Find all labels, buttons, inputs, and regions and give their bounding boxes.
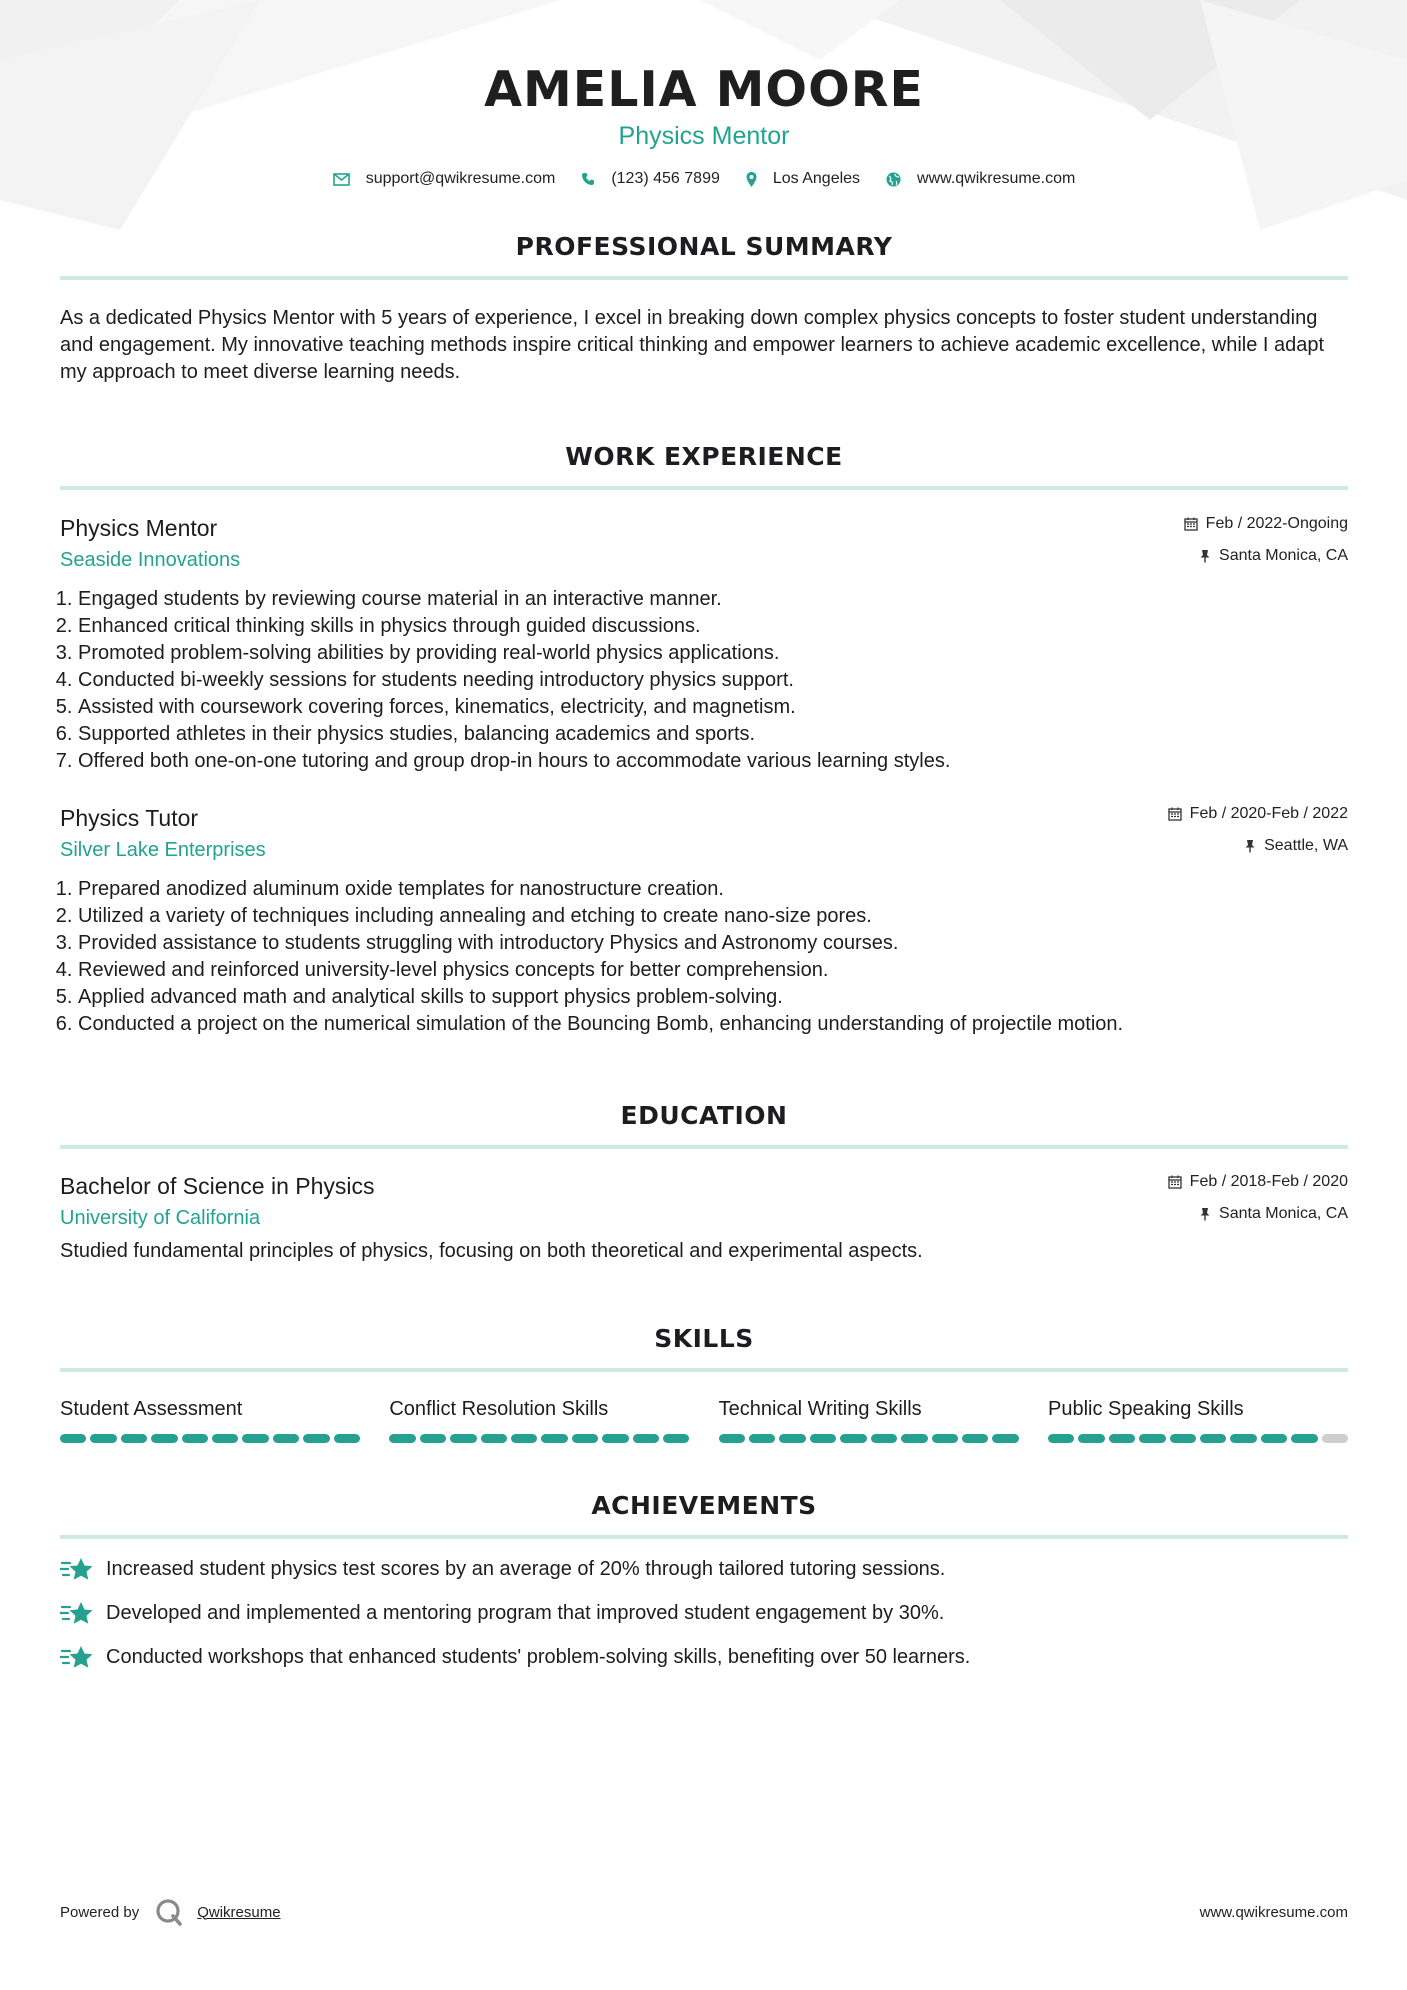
contact-email-text: support@qwikresume.com [365,170,556,187]
summary-heading: PROFESSIONAL SUMMARY [515,232,893,261]
job-duties-list [60,586,1348,775]
list-item: 1. Engaged students by reviewing course material in an interactive manner. [78,586,1348,613]
section-divider [60,486,1348,490]
education-date [1168,1171,1348,1193]
achievement-item [60,1644,1348,1671]
achievement-text: Conducted workshops that enhanced students' problem-solving skills, benefiting over 50 learners. [106,1646,971,1668]
phone-icon [581,172,595,186]
skill-segment-filled [871,1434,897,1443]
calendar-icon [1184,517,1198,531]
summary-section [60,231,1348,386]
skill-item [389,1396,689,1443]
skill-segment-filled [932,1434,958,1443]
job-company: Silver Lake Enterprises [60,839,266,861]
skill-item [1048,1396,1348,1443]
skill-name: Technical Writing Skills [718,1398,922,1420]
education-location-text: Santa Monica, CA [1219,1205,1348,1222]
skill-segment-filled [273,1434,299,1443]
candidate-name: AMELIA MOORE [484,61,924,118]
section-divider [60,1368,1348,1372]
job-company: Seaside Innovations [60,549,241,571]
skill-segment-filled [840,1434,866,1443]
footer-website-link[interactable]: www.qwikresume.com [1199,1903,1348,1921]
skill-segment-filled [60,1434,86,1443]
skill-segment-filled [719,1434,745,1443]
skill-segment-filled [1230,1434,1256,1443]
skill-segment-filled [1139,1434,1165,1443]
skills-grid [60,1396,1348,1443]
achievements-heading: ACHIEVEMENTS [591,1491,817,1520]
skill-segment-filled [242,1434,268,1443]
skill-segment-filled [1200,1434,1226,1443]
skill-segment-filled [1109,1434,1135,1443]
map-pin-icon [746,172,757,187]
education-section [60,1100,1348,1265]
skill-segment-filled [334,1434,360,1443]
envelope-icon [333,173,350,186]
skill-segment-filled [1261,1434,1287,1443]
page-footer [60,1898,1348,1926]
qwikresume-logo-icon [155,1898,183,1926]
job-date [1168,803,1348,825]
achievement-text: Developed and implemented a mentoring program that improved student engagement by 30%. [106,1602,945,1624]
job-title: Physics Tutor [60,805,199,831]
skill-segment-filled [901,1434,927,1443]
contact-location [746,170,860,188]
job-date-text: Feb / 2022-Ongoing [1205,515,1348,532]
list-item: 3. Promoted problem-solving abilities by providing real-world physics applications. [78,640,1348,667]
calendar-icon [1168,1175,1182,1189]
skill-segment-filled [182,1434,208,1443]
calendar-icon [1168,807,1182,821]
skill-name: Public Speaking Skills [1047,1398,1244,1420]
skills-section [60,1323,1348,1443]
skill-segment-filled [1078,1434,1104,1443]
skill-segment-filled [810,1434,836,1443]
pushpin-icon [1199,549,1211,563]
skill-level-bar [1048,1434,1348,1443]
pushpin-icon [1199,1207,1211,1221]
section-divider [60,1535,1348,1539]
skill-level-bar [60,1434,360,1443]
list-item: 5. Assisted with coursework covering forces, kinematics, electricity, and magnetism. [78,694,1348,721]
contact-phone-text: (123) 456 7899 [611,170,720,187]
contact-email[interactable] [333,170,556,188]
list-item: 7. Offered both one-on-one tutoring and group drop-in hours to accommodate various learning styles. [78,748,1348,775]
skill-segment-filled [663,1434,689,1443]
education-entry [60,1171,1348,1265]
globe-icon [886,172,901,187]
job-date-text: Feb / 2020-Feb / 2022 [1189,805,1348,822]
contact-website-text: www.qwikresume.com [917,170,1076,187]
achievement-text: Increased student physics test scores by an average of 20% through tailored tutoring sessions. [106,1558,946,1580]
list-item: 3. Provided assistance to students struggling with introductory Physics and Astronomy courses. [78,930,1348,957]
shooting-star-icon [60,1557,94,1583]
skill-segment-filled [1048,1434,1074,1443]
skill-segment-filled [90,1434,116,1443]
skill-segment-filled [749,1434,775,1443]
contact-bar [60,170,1348,188]
job-location [1184,545,1348,567]
skill-segment-filled [962,1434,988,1443]
achievement-item [60,1600,1348,1627]
candidate-role: Physics Mentor [618,122,790,150]
education-date-text: Feb / 2018-Feb / 2020 [1189,1173,1348,1190]
list-item: 6. Conducted a project on the numerical simulation of the Bouncing Bomb, enhancing understanding of projectile motion. [78,1011,1348,1038]
skill-segment-filled [303,1434,329,1443]
pushpin-icon [1244,839,1256,853]
resume-content [60,0,1348,1671]
skill-segment-filled [389,1434,415,1443]
summary-text: As a dedicated Physics Mentor with 5 years of experience, I excel in breaking down complex physics concepts to foster student understanding and engagement. My innovative teaching methods inspire critical thinking and empower learners to achieve academic excellence, while I adapt my approach to meet diverse learning needs. [60,307,1325,383]
contact-website[interactable] [886,170,1075,188]
achievements-section [60,1490,1348,1671]
skill-segment-filled [450,1434,476,1443]
skill-segment-filled [992,1434,1018,1443]
skill-level-bar [719,1434,1019,1443]
education-location [1168,1203,1348,1225]
job-entry [60,803,1348,1038]
skill-segment-filled [151,1434,177,1443]
skills-heading: SKILLS [654,1324,754,1353]
skill-segment-filled [779,1434,805,1443]
contact-phone[interactable] [581,170,720,188]
skill-segment-filled [481,1434,507,1443]
experience-heading: WORK EXPERIENCE [565,442,843,471]
achievement-item [60,1556,1348,1583]
job-entry [60,513,1348,775]
degree-title: Bachelor of Science in Physics [60,1173,375,1199]
school-name: University of California [60,1207,261,1229]
skill-segment-filled [420,1434,446,1443]
skill-item [719,1396,1019,1443]
job-location [1168,835,1348,857]
section-divider [60,276,1348,280]
skill-segment-filled [633,1434,659,1443]
skill-item [60,1396,360,1443]
experience-section [60,441,1348,1038]
list-item: 2. Utilized a variety of techniques including annealing and etching to create nano-size pores. [78,903,1348,930]
skill-segment-filled [572,1434,598,1443]
list-item: 6. Supported athletes in their physics studies, balancing academics and sports. [78,721,1348,748]
skill-segment-filled [602,1434,628,1443]
job-location-text: Santa Monica, CA [1219,547,1348,564]
education-description: Studied fundamental principles of physics, focusing on both theoretical and experimental aspects. [60,1240,923,1262]
shooting-star-icon [60,1601,94,1627]
resume-header [60,0,1348,188]
skill-segment-filled [541,1434,567,1443]
list-item: 4. Conducted bi-weekly sessions for students needing introductory physics support. [78,667,1348,694]
brand-link[interactable]: Qwikresume [197,1903,281,1921]
skill-segment-filled [1170,1434,1196,1443]
list-item: 2. Enhanced critical thinking skills in physics through guided discussions. [78,613,1348,640]
skill-segment-filled [511,1434,537,1443]
list-item: 5. Applied advanced math and analytical skills to support physics problem-solving. [78,984,1348,1011]
job-location-text: Seattle, WA [1264,837,1348,854]
list-item: 4. Reviewed and reinforced university-level physics concepts for better comprehension. [78,957,1348,984]
skill-name: Student Assessment [60,1398,243,1420]
skill-level-bar [389,1434,689,1443]
job-date [1184,513,1348,535]
skill-segment-filled [121,1434,147,1443]
list-item: 1. Prepared anodized aluminum oxide templates for nanostructure creation. [78,876,1348,903]
skill-name: Conflict Resolution Skills [389,1398,609,1420]
powered-by [60,1898,281,1926]
job-duties-list [60,876,1348,1038]
shooting-star-icon [60,1645,94,1671]
contact-location-text: Los Angeles [772,170,861,187]
job-title: Physics Mentor [60,515,218,541]
skill-segment-empty [1322,1434,1348,1443]
skill-segment-filled [212,1434,238,1443]
skill-segment-filled [1291,1434,1317,1443]
powered-by-label: Powered by [60,1903,140,1921]
education-heading: EDUCATION [620,1101,788,1130]
section-divider [60,1145,1348,1149]
